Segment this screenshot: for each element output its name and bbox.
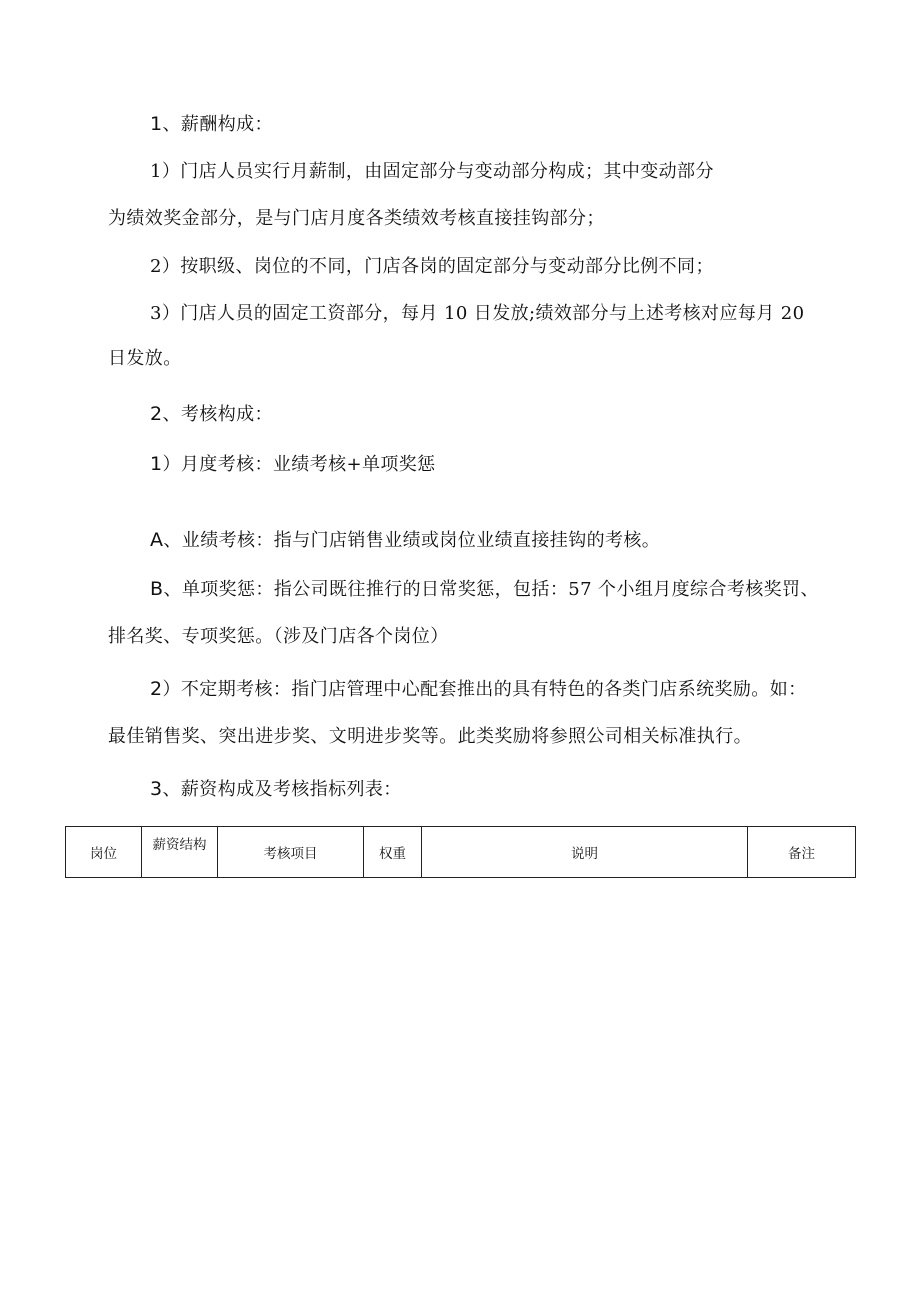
performance-assessment-item (150, 527, 660, 554)
table-header-row (66, 827, 856, 878)
item-b-line-1 (150, 576, 819, 603)
section-2-number: 2 (150, 403, 163, 425)
paragraph-3-line-1: 3）门店人员的固定工资部分，每月 10 日发放;绩效部分与上述考核对应每月 20 (150, 303, 805, 324)
item-b-line-2: 排名奖、专项奖惩。（涉及门店各个岗位） (108, 626, 449, 647)
header-position: 岗位 (66, 827, 142, 878)
section-1-heading (150, 111, 273, 138)
monthly-assessment-text: ）月度考核：业绩考核+单项奖惩 (162, 454, 436, 475)
monthly-assessment-number: 1 (150, 453, 163, 475)
section-1-title: 、薪酬构成： (162, 114, 273, 135)
header-description: 说明 (422, 827, 748, 878)
section-3-title: 、薪资构成及考核指标列表： (162, 779, 402, 800)
paragraph-1-line-1: 1）门店人员实行月薪制，由固定部分与变动部分构成；其中变动部分 (150, 161, 714, 182)
irregular-assessment-line-1 (150, 676, 807, 703)
monthly-assessment-item (150, 451, 436, 478)
section-3-heading (150, 776, 402, 803)
item-a-letter: A (150, 529, 164, 551)
section-3-number: 3 (150, 778, 163, 800)
item-a-text: 、业绩考核：指与门店销售业绩或岗位业绩直接挂钩的考核。 (163, 530, 661, 551)
paragraph-2: 2）按职级、岗位的不同，门店各岗的固定部分与变动部分比例不同； (150, 256, 714, 277)
section-2-title: 、考核构成： (162, 404, 273, 425)
irregular-assessment-text-line-1: ）不定期考核：指门店管理中心配套推出的具有特色的各类门店系统奖励。如： (162, 679, 807, 700)
paragraph-3-line-2: 日发放。 (108, 348, 182, 369)
section-1-number: 1 (150, 113, 163, 135)
salary-assessment-table (65, 826, 856, 878)
section-2-heading (150, 401, 273, 428)
header-weight: 权重 (364, 827, 422, 878)
item-b-text-line-1: 、单项奖惩：指公司既往推行的日常奖惩，包括：57 个小组月度综合考核奖罚、 (163, 579, 819, 600)
item-b-letter: B (150, 578, 164, 600)
header-salary-structure: 薪资结构 (142, 827, 218, 878)
header-assessment-item: 考核项目 (218, 827, 364, 878)
irregular-assessment-line-2: 最佳销售奖、突出进步奖、文明进步奖等。此类奖励将参照公司相关标准执行。 (108, 726, 752, 747)
paragraph-1-line-2: 为绩效奖金部分，是与门店月度各类绩效考核直接挂钩部分； (108, 208, 605, 229)
irregular-assessment-number: 2 (150, 678, 163, 700)
header-remarks: 备注 (748, 827, 856, 878)
